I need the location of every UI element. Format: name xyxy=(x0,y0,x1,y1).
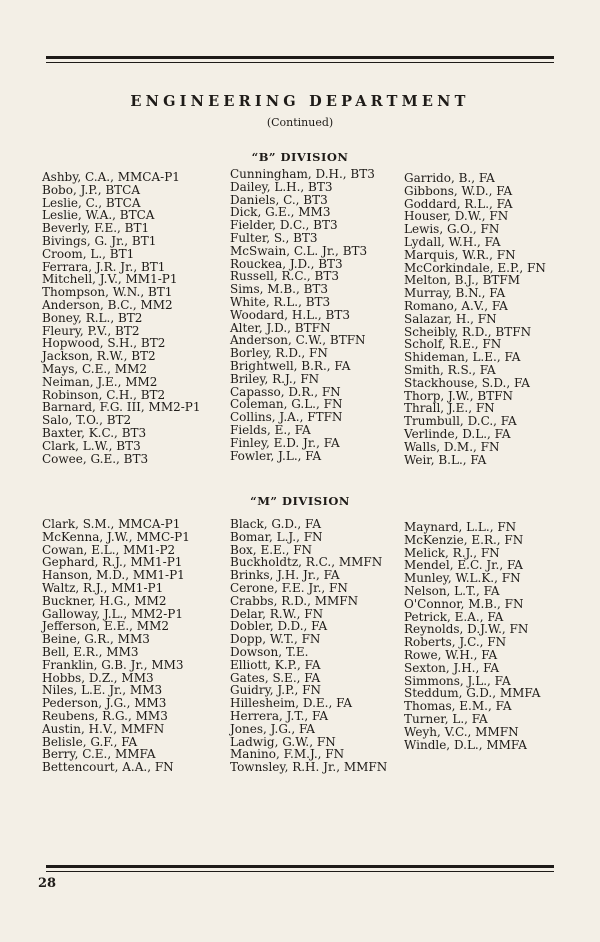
roster-entry: Borley, R.D., FN xyxy=(230,346,328,361)
roster-entry: Nelson, L.T., FA xyxy=(404,583,500,598)
roster-entry: Jefferson, E.E., MM2 xyxy=(42,619,170,634)
m-division-heading: “M” DIVISION xyxy=(250,494,350,508)
roster-entry: Fielder, D.C., BT3 xyxy=(230,218,338,233)
roster-entry: Mays, C.E., MM2 xyxy=(42,361,147,376)
roster-entry: Clark, L.W., BT3 xyxy=(42,438,141,453)
roster-entry: Lydall, W.H., FA xyxy=(404,234,501,249)
roster-entry: Brightwell, B.R., FA xyxy=(230,358,351,373)
roster-entry: Clark, S.M., MMCA-P1 xyxy=(42,517,181,531)
roster-entry: Verlinde, D.L., FA xyxy=(404,426,511,441)
roster-entry: Weyh, V.C., MMFN xyxy=(404,724,519,739)
roster-entry: Ladwig, G.W., FN xyxy=(230,734,336,749)
page-subtitle: (Continued) xyxy=(266,116,334,129)
roster-entry: McKenzie, E.R., FN xyxy=(404,532,524,547)
roster-entry: Reynolds, D.J.W., FN xyxy=(404,622,529,637)
roster-entry: Box, E.E., FN xyxy=(230,542,313,557)
roster-entry: Beine, G.R., MM3 xyxy=(42,632,150,647)
roster-entry: Galloway, J.L., MM2-P1 xyxy=(42,606,183,621)
roster-entry: Gibbons, W.D., FA xyxy=(404,183,513,198)
roster-entry: Dick, G.E., MM3 xyxy=(230,205,331,220)
roster-entry: Dailey, L.H., BT3 xyxy=(230,179,333,194)
roster-entry: Steddum, G.D., MMFA xyxy=(404,686,541,701)
roster-entry: Salazar, H., FN xyxy=(404,311,497,326)
roster-entry: Jones, J.G., FA xyxy=(230,721,315,736)
roster-entry: Cunningham, D.H., BT3 xyxy=(230,167,375,181)
top-rule xyxy=(46,56,554,63)
roster-entry: Walls, D.M., FN xyxy=(404,439,500,454)
roster-entry: Boney, R.L., BT2 xyxy=(42,310,143,325)
roster-entry: O'Connor, M.B., FN xyxy=(404,596,524,611)
roster-entry: Thomas, E.M., FA xyxy=(404,699,512,714)
roster-entry: Robinson, C.H., BT2 xyxy=(42,387,166,402)
roster-entry: Maynard, L.L., FN xyxy=(404,520,517,534)
roster-entry: Guidry, J.P., FN xyxy=(230,683,321,698)
roster-entry: Herrera, J.T., FA xyxy=(230,708,328,723)
roster-entry: Anderson, C.W., BTFN xyxy=(230,333,366,348)
roster-entry: Weir, B.L., FA xyxy=(404,452,487,467)
roster-entry: White, R.L., BT3 xyxy=(230,294,331,309)
roster-entry: Finley, E.D. Jr., FA xyxy=(230,435,340,450)
roster-entry: Austin, H.V., MMFN xyxy=(42,721,165,736)
roster-entry: Hillesheim, D.E., FA xyxy=(230,696,353,711)
roster-entry: Daniels, C., BT3 xyxy=(230,192,328,207)
roster-entry: Lewis, G.O., FN xyxy=(404,222,500,237)
roster-entry: Hanson, M.D., MM1-P1 xyxy=(42,568,185,583)
roster-entry: Trumbull, D.C., FA xyxy=(404,414,517,429)
roster-entry: Capasso, D.R., FN xyxy=(230,384,341,399)
roster-entry: Niles, L.E. Jr., MM3 xyxy=(42,683,163,698)
roster-entry: Fowler, J.L., FA xyxy=(230,448,322,463)
m-division-column-3 xyxy=(404,521,540,751)
roster-entry: Ashby, C.A., MMCA-P1 xyxy=(42,170,180,184)
roster-entry: Turner, L., FA xyxy=(404,711,488,726)
roster-entry: Shideman, L.E., FA xyxy=(404,350,521,365)
b-division-column-3 xyxy=(404,172,546,466)
m-division-column-2 xyxy=(230,518,387,774)
roster-entry: Belisle, G.F., FA xyxy=(42,734,138,749)
roster-entry: Melton, B.J., BTFM xyxy=(404,273,521,288)
roster-entry: Roberts, J.C., FN xyxy=(404,635,507,650)
roster-entry: Bettencourt, A.A., FN xyxy=(42,760,174,775)
roster-entry: Cowee, G.E., BT3 xyxy=(42,451,149,466)
m-division-column-1 xyxy=(42,518,190,774)
roster-entry: Beverly, F.E., BT1 xyxy=(42,221,150,236)
roster-entry: Bivings, G. Jr., BT1 xyxy=(42,233,157,248)
b-division-column-2 xyxy=(230,168,375,462)
roster-entry: Anderson, B.C., MM2 xyxy=(42,297,173,312)
roster-entry: Scheibly, R.D., BTFN xyxy=(404,324,532,339)
roster-entry: Scholf, R.E., FN xyxy=(404,337,502,352)
roster-entry: Baxter, K.C., BT3 xyxy=(42,425,147,440)
roster-entry: Romano, A.V., FA xyxy=(404,298,508,313)
roster-entry: Dopp, W.T., FN xyxy=(230,632,321,647)
roster-entry: Bell, E.R., MM3 xyxy=(42,644,139,659)
roster-entry: Gates, S.E., FA xyxy=(230,670,321,685)
roster-entry: Mitchell, J.V., MM1-P1 xyxy=(42,272,178,287)
roster-entry: Salo, T.O., BT2 xyxy=(42,413,132,428)
roster-entry: McKenna, J.W., MMC-P1 xyxy=(42,529,190,544)
roster-entry: McCorkindale, E.P., FN xyxy=(404,260,546,275)
roster-entry: Russell, R.C., BT3 xyxy=(230,269,339,284)
roster-entry: Fields, E., FA xyxy=(230,422,311,437)
page-title: ENGINEERING DEPARTMENT xyxy=(130,93,470,110)
roster-entry: Melick, R.J., FN xyxy=(404,545,500,560)
roster-entry: Smith, R.S., FA xyxy=(404,362,496,377)
roster-entry: Buckner, H.G., MM2 xyxy=(42,593,167,608)
roster-entry: Mendel, E.C. Jr., FA xyxy=(404,558,523,573)
roster-entry: Reubens, R.G., MM3 xyxy=(42,708,168,723)
roster-entry: Crabbs, R.D., MMFN xyxy=(230,593,359,608)
roster-entry: Fulter, S., BT3 xyxy=(230,230,318,245)
roster-entry: Berry, C.E., MMFA xyxy=(42,747,156,762)
roster-entry: Munley, W.L.K., FN xyxy=(404,571,521,586)
roster-entry: Garrido, B., FA xyxy=(404,171,495,185)
roster-entry: Hobbs, D.Z., MM3 xyxy=(42,670,154,685)
page-number: 28 xyxy=(38,876,57,891)
roster-entry: Barnard, F.G. III, MM2-P1 xyxy=(42,400,201,415)
roster-entry: Goddard, R.L., FA xyxy=(404,196,513,211)
roster-entry: Petrick, E.A., FA xyxy=(404,609,504,624)
roster-entry: Ferrara, J.R. Jr., BT1 xyxy=(42,259,166,274)
roster-entry: Briley, R.J., FN xyxy=(230,371,320,386)
roster-entry: Jackson, R.W., BT2 xyxy=(42,349,156,364)
roster-entry: McSwain, C.L. Jr., BT3 xyxy=(230,243,368,258)
roster-entry: Townsley, R.H. Jr., MMFN xyxy=(230,760,388,775)
roster-entry: Thompson, W.N., BT1 xyxy=(42,285,173,300)
roster-entry: Elliott, K.P., FA xyxy=(230,657,321,672)
roster-entry: Windle, D.L., MMFA xyxy=(404,737,527,752)
roster-entry: Thorp, J.W., BTFN xyxy=(404,388,514,403)
roster-entry: Thrall, J.E., FN xyxy=(404,401,495,416)
roster-entry: Fleury, P.V., BT2 xyxy=(42,323,140,338)
roster-entry: Cerone, F.E. Jr., FN xyxy=(230,580,348,595)
roster-entry: Houser, D.W., FN xyxy=(404,209,509,224)
roster-entry: Coleman, G.L., FN xyxy=(230,397,343,412)
roster-entry: Neiman, J.E., MM2 xyxy=(42,374,158,389)
roster-entry: Brinks, J.H. Jr., FA xyxy=(230,568,340,583)
b-division-column-1 xyxy=(42,171,201,465)
roster-entry: Marquis, W.R., FN xyxy=(404,247,516,262)
roster-entry: Hopwood, S.H., BT2 xyxy=(42,336,166,351)
b-division-heading: “B” DIVISION xyxy=(251,150,349,164)
roster-entry: Bomar, L.J., FN xyxy=(230,529,323,544)
roster-entry: Murray, B.N., FA xyxy=(404,286,506,301)
roster-entry: Dowson, T.E. xyxy=(230,644,309,659)
roster-entry: Woodard, H.L., BT3 xyxy=(230,307,350,322)
roster-entry: Cowan, E.L., MM1-P2 xyxy=(42,542,176,557)
roster-entry: Manino, F.M.J., FN xyxy=(230,747,345,762)
roster-entry: Dobler, D.D., FA xyxy=(230,619,328,634)
roster-entry: Stackhouse, S.D., FA xyxy=(404,375,530,390)
roster-entry: Rowe, W.H., FA xyxy=(404,647,498,662)
roster-entry: Black, G.D., FA xyxy=(230,517,321,531)
roster-entry: Waltz, R.J., MM1-P1 xyxy=(42,580,164,595)
roster-entry: Sims, M.B., BT3 xyxy=(230,282,329,297)
roster-entry: Leslie, C., BTCA xyxy=(42,195,141,210)
roster-entry: Simmons, J.L., FA xyxy=(404,673,511,688)
roster-entry: Alter, J.D., BTFN xyxy=(230,320,331,335)
roster-entry: Collins, J.A., FTFN xyxy=(230,410,343,425)
roster-entry: Gephard, R.J., MM1-P1 xyxy=(42,555,183,570)
bottom-rule xyxy=(46,865,554,872)
roster-entry: Bobo, J.P., BTCA xyxy=(42,182,141,197)
roster-entry: Sexton, J.H., FA xyxy=(404,660,500,675)
roster-entry: Delar, R.W., FN xyxy=(230,606,324,621)
roster-entry: Franklin, G.B. Jr., MM3 xyxy=(42,657,184,672)
roster-entry: Leslie, W.A., BTCA xyxy=(42,208,155,223)
roster-entry: Croom, L., BT1 xyxy=(42,246,135,261)
roster-entry: Buckholdtz, R.C., MMFN xyxy=(230,555,383,570)
roster-entry: Pederson, J.G., MM3 xyxy=(42,696,167,711)
roster-entry: Rouckea, J.D., BT3 xyxy=(230,256,343,271)
